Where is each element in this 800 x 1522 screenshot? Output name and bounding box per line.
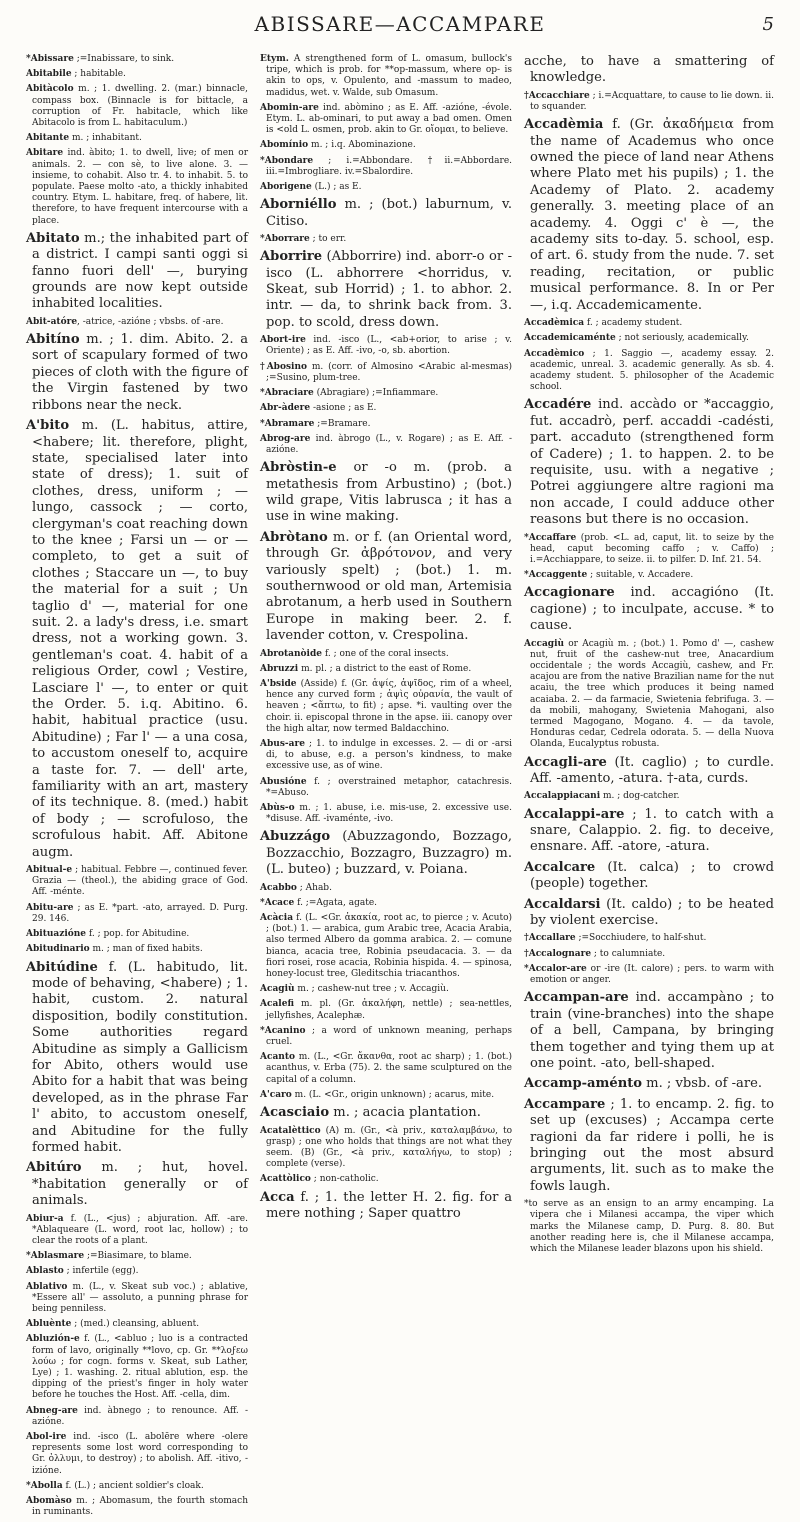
headword: Accadèmica: [524, 318, 585, 329]
headword: Abort-ire: [260, 335, 306, 346]
headword: †Abosino: [260, 361, 308, 372]
headword: Acabbo: [260, 882, 297, 893]
definition: ind. abòmino ; as E. Aff. -azióne, -évole. Etym. L. ab-ominari, to put away a bad omen. Omen is <old L. osmen, prob. akin to Gr. οἴομαι, to believe.: [266, 102, 512, 136]
headword: Accampan-are: [524, 990, 629, 1006]
headword: Abusióne: [260, 776, 307, 787]
column-middle: [260, 54, 512, 1522]
headword: *Accalor-are: [524, 963, 587, 974]
headword: Accadèmia: [524, 117, 604, 133]
definition: f. (L. habitudo, lit. mode of behaving, <habere) ; 1. habit, custom. 2. natural disposition, bodily constitution. Some authorities regard Abitudine as simply a Gallicism for Abito, others would use Abito for a habit that was being developed, as in the phrase Far l' abito, to accustom oneself, and Abitudine for the fully formed habit.: [32, 959, 248, 1155]
definition: f. ;=Agata, agate.: [294, 897, 378, 908]
dictionary-entry: [26, 84, 248, 129]
entry-group: [524, 533, 774, 582]
definition: ;=Socchiudere, to half-shut.: [575, 933, 707, 944]
entry-group: [260, 1190, 512, 1223]
definition: ; 1. to indulge in excesses. 2. — di or -arsi di, to abuse, e.g. a person's kindness, to make excessive use, as of wine.: [266, 739, 512, 772]
definition: (prob. <L. ad, caput, lit. to seize by the head, caput becoming caffo ; v. Caffo) ; i.=Acchiappare, to seize. ii. to pilfer. D. Inf. 21. 54.: [530, 532, 774, 565]
headword: †Accalognare: [524, 948, 592, 959]
headword: Abitúdine: [26, 959, 98, 975]
definition: f. ; 1. the letter H. 2. fig. for a mere nothing ; Saper quattro: [266, 1189, 512, 1221]
entry-group: [26, 1214, 248, 1519]
entry-group: [26, 332, 248, 861]
dictionary-entry: [260, 739, 512, 773]
headword: *Ablasmare: [26, 1251, 85, 1262]
dictionary-entry: [260, 403, 512, 414]
dictionary-entry: [260, 829, 512, 878]
headword: *Accaffare: [524, 532, 577, 543]
headword: Accamp-aménto: [524, 1076, 643, 1092]
definition: A strengthened form of L. omasum, bullock's tripe, which is prob. for **op-massum, where op- is akin to ops, v. Opulento, and -massum to madeo, madidus, wet. v. Walde, sub Omasum.: [266, 54, 512, 98]
entry-group: [26, 865, 248, 955]
dictionary-entry: [524, 933, 774, 944]
dictionary-entry: [524, 91, 774, 113]
dictionary-entry: [524, 807, 774, 856]
definition: ind. àbrogo (L., v. Rogare) ; as E. Aff. -azióne.: [266, 433, 512, 455]
headword: Abruzzi: [260, 663, 299, 674]
headword: *Abramare: [260, 418, 315, 429]
dictionary-entry: [260, 54, 512, 99]
dictionary-entry: [26, 1432, 248, 1477]
headword: Abus-are: [260, 739, 305, 749]
dictionary-entry: [524, 54, 774, 87]
definition: m. ; acacia plantation.: [329, 1105, 481, 1121]
headword: Abitudinario: [26, 944, 90, 955]
definition: ; to err.: [309, 234, 347, 245]
dictionary-entry: [260, 1174, 512, 1185]
definition: ind. àbito; 1. to dwell, live; of men or animals. 2. — con sè, to live alone. 3. — insieme, to cohabit. Also tr. 4. to inhabit. 5. to populate. Paese molto -ato, a thickly inhabited country. Etym. L. habitare, freq. of habere, lit. therefore, to have frequent intercourse with a place.: [32, 148, 248, 226]
definition: (Abuzzagondo, Bozzago, Bozzacchio, Bozzagro, Buzzagro) m. (L. buteo) ; buzzard, v. Poiana.: [266, 829, 512, 878]
dictionary-entry: [524, 318, 774, 329]
headword: *Abissare: [26, 54, 74, 64]
entry-group: [260, 883, 512, 1101]
headword: Acasciaio: [260, 1105, 330, 1121]
headword: Abuzzágo: [260, 829, 331, 845]
columns: [26, 54, 774, 1522]
dictionary-entry: [524, 990, 774, 1072]
headword: Abluènte: [26, 1319, 72, 1330]
definition: m. pl. (Gr. ἀκαλήφη, nettle) ; sea-nettles, jellyfishes, Acalephæ.: [266, 999, 512, 1021]
headword: Accagionare: [524, 585, 615, 601]
headword: *Acanino: [260, 1025, 306, 1036]
headword: Abròstin-e: [260, 460, 337, 476]
entry-group: [524, 755, 774, 788]
entry-group: [260, 1105, 512, 1121]
dictionary-entry: [26, 1251, 248, 1262]
dictionary-entry: [26, 1282, 248, 1316]
headword: Accampare: [524, 1096, 606, 1112]
entry-group: [260, 829, 512, 878]
entry-group: [524, 807, 774, 930]
definition: or -o m. (prob. a metathesis from Arbustino) ; (bot.) wild grape, Vitis labrusca ; it has a use in wine making.: [266, 460, 512, 525]
definition: f. ; one of the coral insects.: [322, 648, 449, 659]
dictionary-entry: [26, 1481, 248, 1492]
entry-group: [524, 933, 774, 986]
entry-group: [524, 318, 774, 393]
headword: Abùs-o: [260, 803, 295, 814]
definition: m. ; 1. dim. Abito. 2. a sort of scapulary formed of two pieces of cloth with the figure of the Virgin fastened by two ribbons near the neck.: [32, 332, 248, 413]
dictionary-entry: [260, 530, 512, 645]
definition: ; Ahab.: [296, 882, 332, 893]
dictionary-entry: [260, 388, 512, 399]
headword: A'bito: [26, 418, 70, 434]
headword: Abitúro: [26, 1160, 82, 1176]
dictionary-entry: [260, 1090, 512, 1101]
entry-group: [524, 117, 774, 314]
headword: †Accallare: [524, 933, 576, 944]
definition: acche, to have a smattering of knowledge.: [524, 54, 774, 86]
headword: *Accaggente: [524, 570, 588, 581]
definition: m. ; 1. dwelling. 2. (mar.) binnacle, compass box. (Binnacle is for bittacle, a corruption of Fr. habitacle, which like Abitacolo is from L. habitaculum.): [32, 84, 248, 129]
definition: ind. accagióno (It. cagione) ; to inculpate, accuse. * to cause.: [530, 585, 774, 634]
dictionary-entry: [260, 362, 512, 384]
headword: Abitu-are: [26, 902, 74, 913]
headword: Accaldarsi: [524, 896, 601, 912]
headword: Accagiù: [524, 638, 565, 649]
definition: m. (L. <Gr., origin unknown) ; acarus, mite.: [291, 1089, 495, 1100]
entry-group: [260, 460, 512, 644]
definition: m.; the inhabited part of a district. I campi santi oggi si fanno fuori dell' —, burying grounds are now kept outside inhabited localities.: [32, 230, 248, 312]
headword: *Abondare: [260, 155, 314, 166]
dictionary-entry: [524, 349, 774, 394]
dictionary-entry: [26, 1266, 248, 1277]
definition: ; habitable.: [71, 69, 126, 80]
definition: (Abragiare) ;=Infiammare.: [313, 388, 439, 399]
headword: Aborigene: [260, 182, 312, 193]
definition: f. (Gr. ἀκαδήμεια from the name of Academus who once owned the piece of land near Athens where Plato met his pupils) ; 1. the Academy of Plato. 2. academy generally. 3. meeting place of an academy. 4. Oggi c' è —, the academy sits to-day. 5. school, esp. of art. 6. study from the nude. 7. set reading, recitation, or public musical performance. 8. In or Per —, i.q. Accademicamente.: [530, 117, 774, 313]
headword: Accadèmico: [524, 348, 585, 359]
definition: ind. àbnego ; to renounce. Aff. -azióne.: [32, 1405, 248, 1427]
dictionary-entry: [524, 117, 774, 314]
entry-group: [524, 585, 774, 634]
running-title: ABISSARE—ACCAMPARE: [254, 12, 546, 36]
headword: A'bside: [260, 678, 297, 689]
entry-group: [260, 197, 512, 230]
dictionary-entry: [260, 984, 512, 995]
entry-group: [26, 960, 248, 1210]
dictionary-entry: [26, 332, 248, 414]
headword: Acca: [260, 1189, 295, 1205]
definition: m. (L., v. Skeat sub voc.) ; ablative, *Essere all' — assoluto, a punning phrase for being penniless.: [32, 1281, 248, 1315]
headword: Abneg-are: [26, 1405, 78, 1416]
dictionary-entry: [260, 182, 512, 193]
definition: ind. -isco (L. abolēre where -olere represents some lost word corresponding to Gr. ὀλλυμι, to destroy) ; to abolish. Aff. -itivo, -izióne.: [32, 1432, 248, 1476]
definition: (A) m. (Gr., <à priv., καταλαμβάνω, to grasp) ; one who holds that things are not what they seem. (B) (Gr., <à priv., καταλήγω, to stop) ; complete (verse).: [266, 1125, 512, 1170]
definition: ; to calumniate.: [591, 948, 666, 959]
dictionary-entry: [26, 231, 248, 313]
definition: ; 1. to encamp. 2. fig. to set up (excuses) ; Accampa certe ragioni da far ridere i polli, he is bringing out the most absurd arguments, lit. such as to make the fowls laugh.: [530, 1096, 774, 1194]
definition: m. ; vbsb. of -are.: [642, 1076, 762, 1092]
definition: ind. accampàno ; to train (vine-branches) into the shape of a bell, Campana, by bringing them together and tying them up at one point. -ato, bell-shaped.: [530, 990, 774, 1071]
definition: ; non-catholic.: [310, 1174, 379, 1185]
definition: (L.) ; as E.: [311, 182, 362, 193]
dictionary-entry: [260, 664, 512, 675]
definition: or -ire (It. calore) ; pers. to warm with emotion or anger.: [530, 963, 774, 986]
entry-group: [524, 397, 774, 528]
headword: *Abolla: [26, 1480, 63, 1491]
headword: Abròtano: [260, 529, 328, 545]
entry-group: [26, 54, 248, 227]
dictionary-entry: [260, 419, 512, 430]
dictionary-entry: [26, 69, 248, 80]
dictionary-entry: [524, 639, 774, 751]
definition: m. ; i.q. Abominazione.: [308, 140, 416, 151]
entry-group: [260, 335, 512, 456]
dictionary-entry: [260, 335, 512, 357]
definition: ; (med.) cleansing, abluent.: [71, 1319, 200, 1330]
dictionary-entry: [26, 865, 248, 899]
dictionary-entry: [524, 860, 774, 893]
dictionary-entry: [524, 964, 774, 986]
page-header: [26, 12, 774, 42]
dictionary-entry: [524, 897, 774, 930]
column-right: [524, 54, 774, 1522]
headword: Abomínio: [260, 140, 309, 151]
dictionary-entry: [260, 434, 512, 456]
headword: Abit-atóre: [26, 316, 78, 327]
headword: Abomin-are: [260, 102, 319, 113]
headword: Acatalèttico: [260, 1125, 321, 1136]
definition: ; infertile (egg).: [63, 1266, 139, 1277]
dictionary-entry: [524, 570, 774, 581]
headword: Accademicaménte: [524, 333, 616, 344]
headword: Abituazióne: [26, 929, 87, 940]
headword: Acanto: [260, 1052, 295, 1063]
headword: Abr-àdere: [260, 403, 311, 414]
headword: Accalappi-are: [524, 806, 625, 822]
entry-group: [524, 990, 774, 1195]
definition: (It. caglio) ; to curdle. Aff. -amento, -atura. †-ata, curds.: [530, 754, 774, 787]
entry-group: [260, 249, 512, 331]
headword: Abitante: [26, 133, 70, 144]
entry-group: [26, 317, 248, 328]
headword: Acalefi: [260, 999, 294, 1010]
dictionary-entry: [524, 1097, 774, 1195]
definition: ; 1. Saggio —, academy essay. 2. academic, unreal. 3. academic generally. As sb. 4. academy student. 5. philosopher of the Academic school.: [530, 348, 774, 393]
definition: f. (L.) ; ancient soldier's cloak.: [62, 1480, 204, 1491]
definition: ; as E. *part. -ato, arrayed. D. Purg. 29. 146.: [32, 902, 248, 924]
headword: Abiur-a: [26, 1213, 64, 1224]
dictionary-entry: [524, 533, 774, 567]
dictionary-entry: [524, 949, 774, 960]
dictionary-entry: [260, 1052, 512, 1086]
definition: *to serve as an ensign to an army encamping. La vipera che i Milanesi accampa, the viper which marks the Milanese camp, D. Purg. 8. 80. But another reading here is, che il Milanese accampa, which the Milanese leader blazons upon his shield.: [524, 1199, 774, 1254]
dictionary-entry: [26, 1160, 248, 1209]
definition: m. ; Abomasum, the fourth stomach in ruminants.: [32, 1496, 248, 1518]
dictionary-entry: [524, 1199, 774, 1255]
dictionary-entry: [26, 1319, 248, 1330]
definition: f. ; academy student.: [584, 318, 683, 329]
dictionary-entry: [260, 460, 512, 526]
entry-group: [524, 54, 774, 87]
headword: Abitato: [26, 230, 80, 246]
headword: Abrotanòide: [260, 648, 322, 659]
definition: ; i.=Abbondare. †ii.=Abbordare. iii.=Imbrogliare. iv.=Sbalordire.: [266, 155, 512, 177]
definition: f. (L., <jus) ; abjuration. Aff. -are. *Ablaqueare (L. word, root lac, hollow) ; to clear the roots of a plant.: [32, 1213, 248, 1246]
definition: m. (L. habitus, attire, <habere; lit. therefore, plight, state, specialised later into state of dress); 1. suit of clothes, dress, uniform ; — lungo, cassock ; — corto, clergyman's coat reaching down to the knee ; Farsi un — or — completo, to get a suit of clothes ; Staccare un —, to buy the material for a suit ; Un taglio d' —, material for one suit. 2. a lady's dress, i.e. smart dress, not a working gown. 3. gentleman's coat. 4. habit of a religious Order, cowl ; Vestire, Lasciare l' —, to enter or quit the Order. 5. i.q. Abitino. 6. habit, habitual practice (usu. Abitudine) ; Far l' — a una cosa, to accustom oneself to, acquire a taste for. 7. — dell' arte, familiarity with an art, mastery of its technique. 8. (med.) habit of body ; — scrofuloso, the scrofulous habit. Aff. Abitone augm.: [32, 418, 248, 860]
page-number: 5: [762, 14, 774, 35]
dictionary-entry: [26, 960, 248, 1157]
entry-group: [26, 231, 248, 313]
definition: f. ; overstrained metaphor, catachresis. *=Abuso.: [266, 776, 512, 798]
dictionary-entry: [260, 197, 512, 230]
headword: Etym.: [260, 54, 289, 64]
headword: Acagiù: [260, 984, 295, 995]
headword: Aborrire: [260, 249, 323, 265]
headword: Abitual-e: [26, 865, 73, 876]
headword: Accalappiacani: [524, 791, 601, 802]
entry-group: [524, 1199, 774, 1255]
dictionary-entry: [26, 54, 248, 65]
dictionary-entry: [260, 803, 512, 825]
definition: ; a word of unknown meaning, perhaps cruel.: [266, 1025, 512, 1048]
definition: ; not seriously, academically.: [615, 333, 749, 344]
headword: Ablasto: [26, 1266, 64, 1277]
definition: , -atrice, -azióne ; vbsbs. of -are.: [77, 316, 224, 327]
definition: m. ; hut, hovel. *habitation generally or of animals.: [32, 1160, 248, 1209]
dictionary-entry: [26, 418, 248, 861]
dictionary-entry: [524, 791, 774, 802]
headword: Ablativo: [26, 1281, 68, 1292]
dictionary-entry: [26, 1496, 248, 1518]
dictionary-entry: [524, 333, 774, 344]
headword: Abrog-are: [260, 433, 311, 444]
definition: m. (corr. of Almosino <Arabic al-mesmas) ;=Susino, plum-tree.: [266, 361, 512, 383]
definition: f. (L. <Gr. ἀκακία, root ac, to pierce ; v. Acuto) ; (bot.) 1. — arabica, gum Arabic tree, Acacia Arabia, also termed Albero da gomma arabica. 2. — comune bianca, acacia tree, Robinia pseudacacia. 3. — da fiori rosei, rose acacia, Robinia hispida. 4. — spinosa, honey-locust tree, Gleditschia triacanthos.: [266, 913, 512, 980]
dictionary-entry: [260, 679, 512, 735]
definition: (It. caldo) ; to be heated by violent exercise.: [530, 896, 774, 929]
headword: Accadére: [524, 397, 592, 413]
definition: ; habitual. Febbre —, continued fever. Grazia — (theol.), the abiding grace of God. Aff. -ménte.: [32, 865, 248, 898]
dictionary-entry: [260, 234, 512, 245]
definition: ;=Bramare.: [314, 418, 371, 429]
dictionary-entry: [260, 249, 512, 331]
headword: *Abraciare: [260, 388, 314, 399]
entry-group: [524, 791, 774, 802]
definition: ; suitable, v. Accadere.: [587, 570, 694, 581]
definition: ind. -isco (L., <ab+orior, to arise ; v. Oriente) ; as E. Aff. -ivo, -o, sb. abortion.: [266, 335, 512, 357]
definition: m. pl. ; a district to the east of Rome.: [298, 663, 472, 674]
definition: ;=Inabissare, to sink.: [73, 54, 175, 64]
headword: Abitabile: [26, 69, 72, 80]
definition: (Abborrire) ind. aborr-o or -isco (L. abhorrere <horridus, v. Skeat, sub Horrid) ; 1. to abhor. 2. intr. — da, to shrink back from. 3. pop. to scold, dress down.: [266, 249, 512, 330]
definition: f. (L., <abluo ; luo is a contracted form of lavo, originally **lovo, cp. Gr. **λοϝεω λούω ; for cogn. forms v. Skeat, sub Lather, Lye) ; 1. washing. 2. ritual ablution, esp. the dipping of the priest's finger in holy water before he touches the Host. Aff. -cella, dim.: [32, 1334, 248, 1401]
dictionary-entry: [260, 913, 512, 980]
definition: (It. calca) ; to crowd (people) together.: [530, 859, 774, 892]
headword: Abitàcolo: [26, 84, 74, 95]
definition: ;=Biasimare, to blame.: [84, 1251, 192, 1262]
dictionary-entry: [26, 148, 248, 226]
definition: ; 1. to catch with a snare, Calappio. 2. fig. to deceive, ensnare. Aff. -atore, -atura.: [530, 806, 774, 855]
dictionary-entry: [524, 755, 774, 788]
dictionary-entry: [260, 649, 512, 660]
entry-group: [260, 649, 512, 826]
definition: m. or f. (an Oriental word, through Gr. ἀβρότονον, and very variously spelt) ; (bot.) 1. m. southernwood or old man, Artemisia abrotanum, a herb used in Southern Europe in making beer. 2. f. lavender cotton, v. Crespolina.: [266, 529, 512, 644]
definition: f. ; pop. for Abitudine.: [86, 929, 190, 940]
entry-group: [524, 639, 774, 751]
headword: Acattòlico: [260, 1174, 311, 1185]
definition: m. ; (bot.) laburnum, v. Citiso.: [266, 197, 512, 229]
entry-group: [260, 234, 512, 245]
dictionary-entry: [260, 1026, 512, 1048]
dictionary-entry: [26, 133, 248, 144]
definition: (Asside) f. (Gr. ἁψίς, ἁψῖδος, rim of a wheel, hence any curved form ; ἁψὶς οὐρανία, the vault of heaven ; <ἅπτω, to fit) ; apse. *i. vaulting over the choir. ii. episcopal throne in the apse. iii. canopy over the high altar, now termed Baldacchino.: [266, 678, 512, 734]
definition: m. (L., <Gr. ἄκανθα, root ac sharp) ; 1. (bot.) acanthus, v. Erba (75). 2. the same sculptured on the capital of a column.: [266, 1052, 512, 1085]
dictionary-entry: [260, 1105, 512, 1121]
dictionary-entry: [260, 156, 512, 178]
headword: Aborniéllo: [260, 197, 337, 213]
headword: *Acace: [260, 897, 295, 908]
definition: ind. accàdo or *accaggio, fut. accadrò, perf. accaddi -cadésti, part. accaduto (strengthened form of Cadere) ; 1. to happen. 2. to be requisite, usu. with a negative ; Potrei aggiungere altre ragioni ma non accade, I could adduce other reasons but there is no occasion.: [530, 397, 774, 528]
definition: ; i.=Acquattare, to cause to lie down. ii. to squander.: [530, 90, 774, 113]
definition: m. ; inhabitant.: [69, 133, 142, 144]
headword: Abitare: [26, 148, 64, 159]
dictionary-entry: [26, 1334, 248, 1401]
definition: m. ; cashew-nut tree ; v. Accagiù.: [294, 984, 449, 995]
dictionary-entry: [524, 585, 774, 634]
dictionary-entry: [26, 1406, 248, 1428]
headword: †Accacchiare: [524, 90, 590, 101]
headword: Abitíno: [26, 332, 80, 348]
definition: m. ; dog-catcher.: [600, 791, 680, 802]
headword: Abomàso: [26, 1496, 72, 1507]
definition: -asione ; as E.: [310, 403, 377, 414]
definition: m. ; man of fixed habits.: [89, 944, 203, 955]
dictionary-entry: [260, 140, 512, 151]
dictionary-entry: [26, 317, 248, 328]
entry-group: [260, 1126, 512, 1186]
headword: Acàcia: [260, 913, 294, 924]
dictionary-entry: [260, 999, 512, 1021]
dictionary-entry: [26, 929, 248, 940]
dictionary-entry: [260, 103, 512, 137]
definition: m. ; 1. abuse, i.e. mis-use, 2. excessive use. *disuse. Aff. -ivaménte, -ivo.: [266, 803, 512, 825]
headword: *Aborrare: [260, 234, 310, 245]
entry-group: [260, 54, 512, 193]
dictionary-entry: [260, 883, 512, 894]
headword: Accalcare: [524, 859, 596, 875]
dictionary-entry: [26, 1214, 248, 1248]
headword: A'caro: [260, 1089, 292, 1100]
dictionary-entry: [260, 898, 512, 909]
definition: or Acagiù m. ; (bot.) 1. Pomo d' —, cashew nut, fruit of the cashew-nut tree, Anacardium occidentale ; the words Accagiù, cashew, and Fr. acajou are from the native Brazilian name for the nut acaiu, the tree which produces it being named acaiaba. 2. — da farmacie, Swietenia febrifuga. 3. — da mobili, mahogany, Swietenia Mahogani, also termed Magogano, Mogano. 4. — da tavole, Honduras cedar, Cedrela odorata. 5. — della Nuova Olanda, Eucalyptus robusta.: [530, 638, 774, 750]
dictionary-entry: [26, 944, 248, 955]
headword: Abol-ire: [26, 1432, 67, 1443]
dictionary-entry: [524, 1076, 774, 1092]
headword: Accagli-are: [524, 754, 607, 770]
dictionary-entry: [260, 777, 512, 799]
column-left: [26, 54, 248, 1522]
dictionary-entry: [260, 1126, 512, 1171]
headword: Abluzión-e: [26, 1334, 80, 1345]
dictionary-entry: [524, 397, 774, 528]
dictionary-entry: [26, 903, 248, 925]
dictionary-entry: [260, 1190, 512, 1223]
entry-group: [524, 91, 774, 113]
